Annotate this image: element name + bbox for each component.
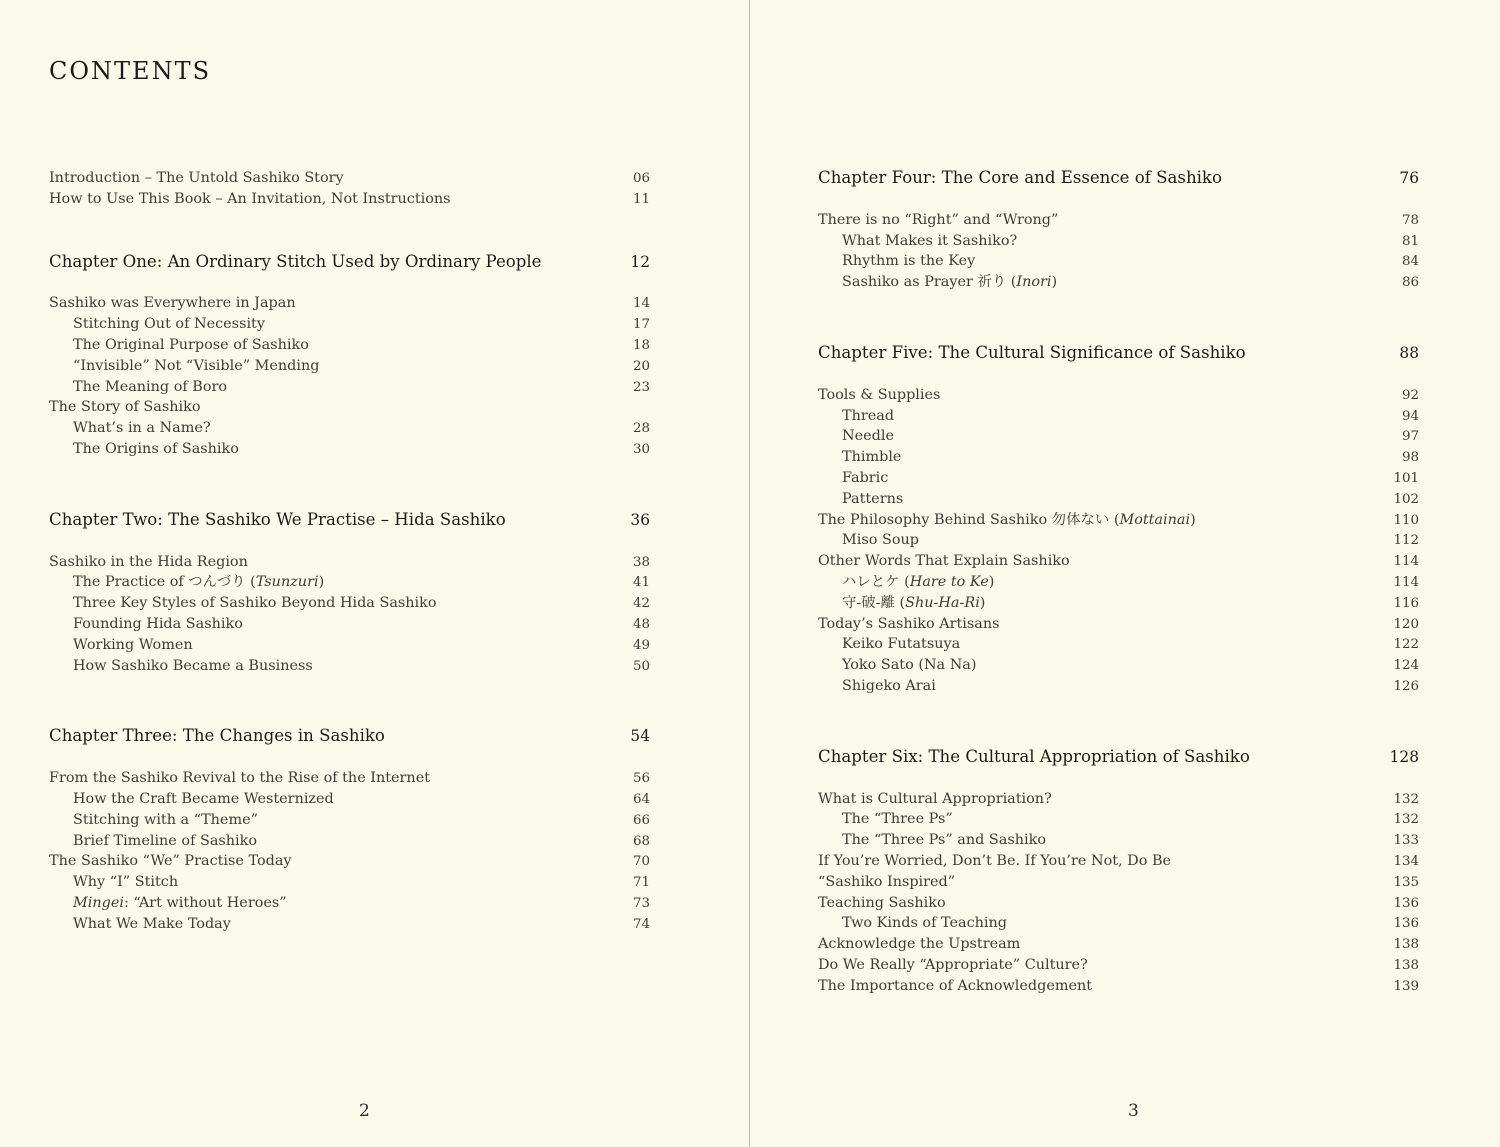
toc-subentry[interactable]	[49, 635, 650, 656]
chapter-heading[interactable]	[818, 168, 1419, 189]
entry-title: ハレとケ (Hare to Ke)	[842, 573, 995, 590]
chapter-section	[818, 747, 1419, 997]
entry-page-number: 56	[632, 771, 650, 787]
entry-page-number: 86	[1401, 275, 1419, 291]
entry-title: The Original Purpose of Sashiko	[73, 336, 309, 353]
entry-title: Patterns	[842, 490, 904, 507]
entry-romanization: Hare to Ke	[909, 573, 989, 590]
toc-subentry[interactable]	[818, 489, 1419, 510]
toc-subentry[interactable]	[49, 356, 650, 377]
entry-title: The Meaning of Boro	[73, 378, 228, 395]
entry-page-number: 102	[1393, 491, 1419, 507]
entry-page-number: 74	[632, 916, 650, 932]
entry-page-number: 17	[632, 317, 650, 333]
entry-page-number: 116	[1393, 595, 1419, 611]
entry-title: Shigeko Arai	[842, 677, 936, 694]
entry-title: The Sashiko “We” Practise Today	[49, 853, 292, 870]
entry-title: Yoko Sato (Na Na)	[842, 657, 977, 674]
entry-page-number: 11	[632, 191, 650, 207]
entry-title: Sashiko in the Hida Region	[49, 553, 248, 570]
entry-page-number: 64	[632, 791, 650, 807]
entry-page-number: 126	[1393, 678, 1419, 694]
entry-title: Keiko Futatsuya	[842, 636, 961, 653]
chapter-heading[interactable]	[818, 343, 1419, 364]
entry-title: How Sashiko Became a Business	[73, 657, 313, 674]
toc-subentry[interactable]	[818, 655, 1419, 676]
entry-page-number: 132	[1393, 791, 1419, 807]
toc-subentry[interactable]	[818, 593, 1419, 614]
entry-page-number: 70	[632, 854, 650, 870]
toc-subentry[interactable]	[49, 831, 650, 852]
entry-title: The Origins of Sashiko	[73, 440, 239, 457]
entry-page-number: 136	[1393, 895, 1419, 911]
toc-subentry[interactable]	[818, 447, 1419, 468]
entry-title: Needle	[842, 428, 894, 445]
chapter-section	[818, 168, 1419, 293]
entry-title: Chapter Six: The Cultural Appropriation of Sashiko	[818, 746, 1250, 766]
entry-title: Mingei: “Art without Heroes”	[73, 894, 287, 911]
entry-title: Chapter Three: The Changes in Sashiko	[49, 726, 385, 746]
entry-title: Founding Hida Sashiko	[73, 615, 243, 632]
entry-page-number: 81	[1401, 233, 1419, 249]
entry-title: The Importance of Acknowledgement	[818, 977, 1093, 994]
entry-page-number: 36	[630, 510, 650, 529]
toc-subentry[interactable]	[49, 914, 650, 935]
entry-title: Today’s Sashiko Artisans	[818, 615, 1000, 632]
entry-page-number: 84	[1401, 254, 1419, 270]
entry-page-number: 49	[632, 637, 650, 653]
toc-entry[interactable]	[49, 768, 650, 789]
entry-romanization: Mottainai	[1119, 511, 1191, 528]
entry-page-number: 76	[1399, 169, 1419, 187]
entry-page-number: 132	[1393, 812, 1419, 828]
entry-page-number: 20	[632, 358, 650, 374]
toc-subentry[interactable]	[49, 593, 650, 614]
entry-page-number: 18	[632, 337, 650, 353]
chapter-heading[interactable]	[49, 510, 650, 531]
page-title: CONTENTS	[49, 57, 212, 85]
toc-subentry[interactable]	[49, 377, 650, 398]
toc-subentry[interactable]	[49, 418, 650, 439]
toc-subentry[interactable]	[49, 810, 650, 831]
entry-title: The Philosophy Behind Sashiko 勿体ない (Mottainai)	[818, 511, 1196, 528]
toc-subentry[interactable]	[49, 893, 650, 914]
toc-right-page	[818, 168, 1419, 1047]
entry-page-number: 68	[632, 833, 650, 849]
toc-subentry[interactable]	[49, 335, 650, 356]
toc-subentry[interactable]	[818, 830, 1419, 851]
entry-title: Rhythm is the Key	[842, 253, 976, 270]
entry-page-number: 38	[632, 554, 650, 570]
entry-page-number: 50	[632, 658, 650, 674]
chapter-section	[49, 252, 650, 460]
toc-subentry[interactable]	[49, 872, 650, 893]
entry-page-number: 136	[1393, 916, 1419, 932]
toc-entry[interactable]	[818, 210, 1419, 231]
entry-title: The “Three Ps”	[842, 811, 953, 828]
toc-entry[interactable]	[49, 397, 650, 418]
entry-page-number: 135	[1393, 874, 1419, 890]
entry-title: Chapter Four: The Core and Essence of Sashiko	[818, 168, 1222, 187]
entry-title: Miso Soup	[842, 532, 919, 549]
entry-page-number: 101	[1393, 470, 1419, 486]
entry-page-number: 12	[630, 252, 650, 271]
chapter-heading[interactable]	[49, 252, 650, 273]
entry-title: Chapter Two: The Sashiko We Practise – Hida Sashiko	[49, 509, 506, 529]
entry-page-number: 98	[1401, 450, 1419, 466]
toc-subentry[interactable]	[818, 530, 1419, 551]
toc-subentry[interactable]	[818, 676, 1419, 697]
entry-title: Working Women	[73, 636, 193, 653]
toc-entry[interactable]	[818, 976, 1419, 997]
chapter-heading[interactable]	[49, 726, 650, 747]
entry-title: “Sashiko Inspired”	[818, 873, 956, 890]
chapter-section	[818, 343, 1419, 697]
entry-page-number: 30	[632, 441, 650, 457]
toc-entry[interactable]	[818, 551, 1419, 572]
entry-title: Chapter One: An Ordinary Stitch Used by Ordinary People	[49, 251, 542, 271]
entry-title: What’s in a Name?	[73, 420, 211, 437]
toc-subentry[interactable]	[49, 572, 650, 593]
entry-title: Do We Really “Appropriate” Culture?	[818, 956, 1088, 973]
entry-title: Brief Timeline of Sashiko	[73, 832, 258, 849]
entry-title: The “Three Ps” and Sashiko	[842, 832, 1046, 849]
entry-page-number: 06	[632, 171, 650, 186]
entry-page-number: 97	[1401, 429, 1419, 445]
toc-subentry[interactable]	[818, 272, 1419, 293]
toc-subentry[interactable]	[49, 789, 650, 810]
toc-entry[interactable]	[818, 789, 1419, 810]
entry-italic-term: Mingei	[73, 894, 124, 911]
page-number-right: 3	[1128, 1101, 1139, 1121]
entry-page-number: 88	[1399, 343, 1419, 362]
chapter-heading[interactable]	[818, 747, 1419, 768]
toc-entry[interactable]	[818, 893, 1419, 914]
toc-subentry[interactable]	[49, 439, 650, 460]
entry-title: There is no “Right” and “Wrong”	[818, 211, 1059, 228]
book-spine	[749, 0, 750, 1147]
entry-title: Chapter Five: The Cultural Significance of Sashiko	[818, 342, 1246, 362]
entry-title: Fabric	[842, 469, 889, 486]
chapter-section	[49, 726, 650, 934]
toc-entry[interactable]	[818, 851, 1419, 872]
entry-page-number: 73	[632, 895, 650, 911]
entry-title: What Makes it Sashiko?	[842, 232, 1018, 249]
entry-title: Why “I” Stitch	[73, 874, 179, 891]
entry-title: How to Use This Book – An Invitation, Not Instructions	[49, 190, 451, 207]
entry-title: The Practice of つんづり (Tsunzuri)	[73, 574, 325, 591]
entry-title: Introduction – The Untold Sashiko Story	[49, 170, 344, 186]
entry-page-number: 48	[632, 616, 650, 632]
entry-page-number: 92	[1401, 387, 1419, 403]
toc-subentry[interactable]	[818, 426, 1419, 447]
entry-title: What is Cultural Appropriation?	[818, 790, 1052, 807]
entry-page-number: 71	[632, 875, 650, 891]
toc-subentry[interactable]	[818, 406, 1419, 427]
toc-subentry[interactable]	[49, 314, 650, 335]
entry-page-number: 122	[1393, 637, 1419, 653]
entry-page-number: 124	[1393, 658, 1419, 674]
entry-page-number: 114	[1393, 574, 1419, 590]
toc-entry[interactable]	[818, 510, 1419, 531]
entry-page-number: 138	[1393, 957, 1419, 973]
entry-page-number: 120	[1393, 616, 1419, 632]
toc-subentry[interactable]	[818, 634, 1419, 655]
entry-title: 守-破-離 (Shu-Ha-Ri)	[842, 594, 986, 611]
toc-entry[interactable]	[49, 189, 650, 210]
entry-page-number: 66	[632, 812, 650, 828]
toc-entry[interactable]	[818, 955, 1419, 976]
entry-title: Stitching with a “Theme”	[73, 811, 258, 828]
toc-subentry[interactable]	[49, 656, 650, 677]
toc-subentry[interactable]	[49, 614, 650, 635]
toc-subentry[interactable]	[818, 231, 1419, 252]
entry-title: The Story of Sashiko	[49, 399, 201, 416]
entry-page-number: 14	[632, 296, 650, 312]
entry-page-number: 128	[1389, 747, 1419, 766]
entry-title: Other Words That Explain Sashiko	[818, 553, 1070, 570]
toc-subentry[interactable]	[818, 251, 1419, 272]
entry-title: What We Make Today	[73, 915, 231, 932]
entry-page-number: 28	[632, 421, 650, 437]
entry-romanization: Tsunzuri	[255, 574, 319, 591]
entry-title: Thimble	[842, 449, 902, 466]
toc-subentry[interactable]	[818, 468, 1419, 489]
toc-entry[interactable]	[818, 614, 1419, 635]
chapter-section	[49, 510, 650, 677]
entry-page-number: 114	[1393, 554, 1419, 570]
entry-title: Stitching Out of Necessity	[73, 316, 265, 333]
entry-title: Two Kinds of Teaching	[842, 915, 1007, 932]
toc-entry[interactable]	[49, 851, 650, 872]
entry-page-number: 134	[1393, 853, 1419, 869]
entry-page-number: 42	[632, 596, 650, 612]
entry-title: Three Key Styles of Sashiko Beyond Hida Sashiko	[73, 595, 437, 612]
toc-subentry[interactable]	[818, 809, 1419, 830]
entry-page-number: 133	[1393, 833, 1419, 849]
entry-page-number: 138	[1393, 937, 1419, 953]
entry-title: Sashiko as Prayer 祈り (Inori)	[842, 274, 1058, 291]
entry-title: Thread	[842, 407, 895, 424]
entry-page-number: 110	[1393, 512, 1419, 528]
entry-page-number: 139	[1393, 978, 1419, 994]
intro-section	[49, 168, 650, 210]
entry-romanization: Shu-Ha-Ri	[905, 594, 980, 611]
toc-entry[interactable]	[49, 552, 650, 573]
entry-page-number: 78	[1401, 212, 1419, 228]
toc-entry[interactable]	[818, 385, 1419, 406]
toc-entry[interactable]	[818, 934, 1419, 955]
entry-title: Tools & Supplies	[818, 386, 941, 403]
entry-title: “Invisible” Not “Visible” Mending	[73, 357, 320, 374]
page-number-left: 2	[359, 1101, 370, 1121]
entry-title: Acknowledge the Upstream	[818, 936, 1021, 953]
entry-page-number: 23	[632, 379, 650, 395]
toc-subentry[interactable]	[818, 572, 1419, 593]
entry-title: Teaching Sashiko	[818, 894, 946, 911]
entry-title: From the Sashiko Revival to the Rise of the Internet	[49, 770, 430, 787]
entry-romanization: Inori	[1016, 274, 1052, 291]
entry-page-number: 41	[632, 575, 650, 591]
toc-entry[interactable]	[49, 168, 650, 189]
entry-title: If You’re Worried, Don’t Be. If You’re Not, Do Be	[818, 852, 1172, 869]
toc-left-page	[49, 168, 650, 985]
entry-title: How the Craft Became Westernized	[73, 790, 334, 807]
toc-subentry[interactable]	[818, 913, 1419, 934]
entry-page-number: 54	[630, 727, 650, 746]
entry-title: Sashiko was Everywhere in Japan	[49, 295, 296, 312]
entry-page-number: 94	[1401, 408, 1419, 424]
entry-page-number: 112	[1393, 533, 1419, 549]
toc-entry[interactable]	[49, 293, 650, 314]
toc-entry[interactable]	[818, 872, 1419, 893]
